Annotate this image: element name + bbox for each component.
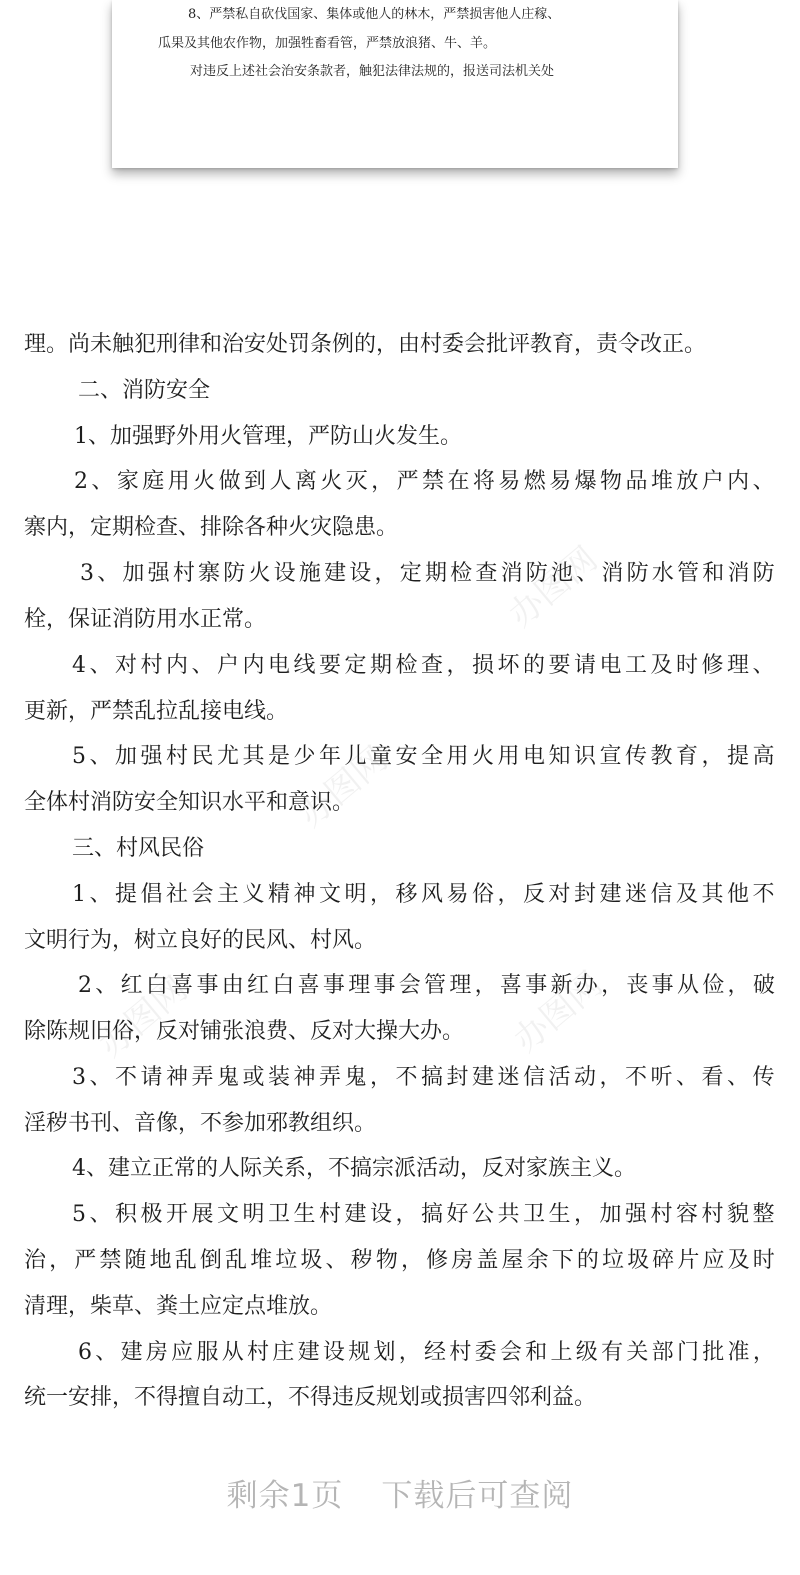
list-item-continuation: 统一安排，不得擅自动工，不得违反规划或损害四邻利益。 <box>24 1385 597 1410</box>
section-heading-fire-safety: 二、消防安全 <box>78 378 211 403</box>
download-prompt[interactable] <box>0 1470 800 1515</box>
preview-line: 对违反上述社会治安条款者，触犯法律法规的，报送司法机关处 <box>190 64 555 79</box>
watermark: 办图网 <box>91 969 196 1066</box>
list-item-continuation: 除陈规旧俗，反对铺张浪费、反对大操大办。 <box>24 1019 465 1044</box>
watermark: 办图网 <box>291 739 396 836</box>
list-item-continuation: 更新，严禁乱拉乱接电线。 <box>24 699 289 724</box>
list-item-continuation: 文明行为，树立良好的民风、村风。 <box>24 928 377 953</box>
download-to-view-link[interactable]: 下载后可查阅 <box>381 1478 574 1514</box>
list-item: 5、加强村民尤其是少年儿童安全用火用电知识宣传教育，提高 <box>72 744 778 769</box>
document-preview-card <box>112 0 678 168</box>
list-item: 1、提倡社会主义精神文明，移风易俗，反对封建迷信及其他不 <box>72 882 778 907</box>
list-item: 3、不请神弄鬼或装神弄鬼，不搞封建迷信活动，不听、看、传 <box>72 1065 778 1090</box>
list-item: 1、加强野外用火管理，严防山火发生。 <box>74 424 462 449</box>
list-item-continuation: 全体村消防安全知识水平和意识。 <box>24 790 355 815</box>
watermark: 办图网 <box>501 539 606 636</box>
list-item: 5、积极开展文明卫生村建设，搞好公共卫生，加强村容村貌整 <box>72 1202 778 1227</box>
list-item: 4、对村内、户内电线要定期检查，损坏的要请电工及时修理、 <box>72 653 778 678</box>
list-item-continuation: 清理，柴草、粪土应定点堆放。 <box>24 1294 333 1319</box>
preview-line: 8、严禁私自砍伐国家、集体或他人的林木，严禁损害他人庄稼、 <box>188 7 561 22</box>
list-item-continuation: 栓，保证消防用水正常。 <box>24 607 267 632</box>
list-item: 6、建房应服从村庄建设规划，经村委会和上级有关部门批准， <box>78 1340 779 1365</box>
paragraph-continuation: 理。尚未触犯刑律和治安处罚条例的，由村委会批评教育，责令改正。 <box>24 332 707 357</box>
watermark: 办图网 <box>506 964 611 1061</box>
list-item: 4、建立正常的人际关系，不搞宗派活动，反对家族主义。 <box>72 1156 636 1181</box>
preview-line: 瓜果及其他农作物，加强牲畜看管，严禁放浪猪、牛、羊。 <box>158 36 497 51</box>
remaining-pages-label: 剩余1页 <box>226 1478 344 1514</box>
list-item-continuation: 淫秽书刊、音像，不参加邪教组织。 <box>24 1111 377 1136</box>
section-heading-village-customs: 三、村风民俗 <box>72 836 205 861</box>
list-item: 2、家庭用火做到人离火灭，严禁在将易燃易爆物品堆放户内、 <box>74 469 779 494</box>
list-item: 2、红白喜事由红白喜事理事会管理，喜事新办，丧事从俭，破 <box>78 973 779 998</box>
list-item: 3、加强村寨防火设施建设，定期检查消防池、消防水管和消防 <box>80 561 778 586</box>
list-item-continuation: 寨内，定期检查、排除各种火灾隐患。 <box>24 515 399 540</box>
list-item-continuation: 治，严禁随地乱倒乱堆垃圾、秽物，修房盖屋余下的垃圾碎片应及时 <box>24 1248 778 1273</box>
